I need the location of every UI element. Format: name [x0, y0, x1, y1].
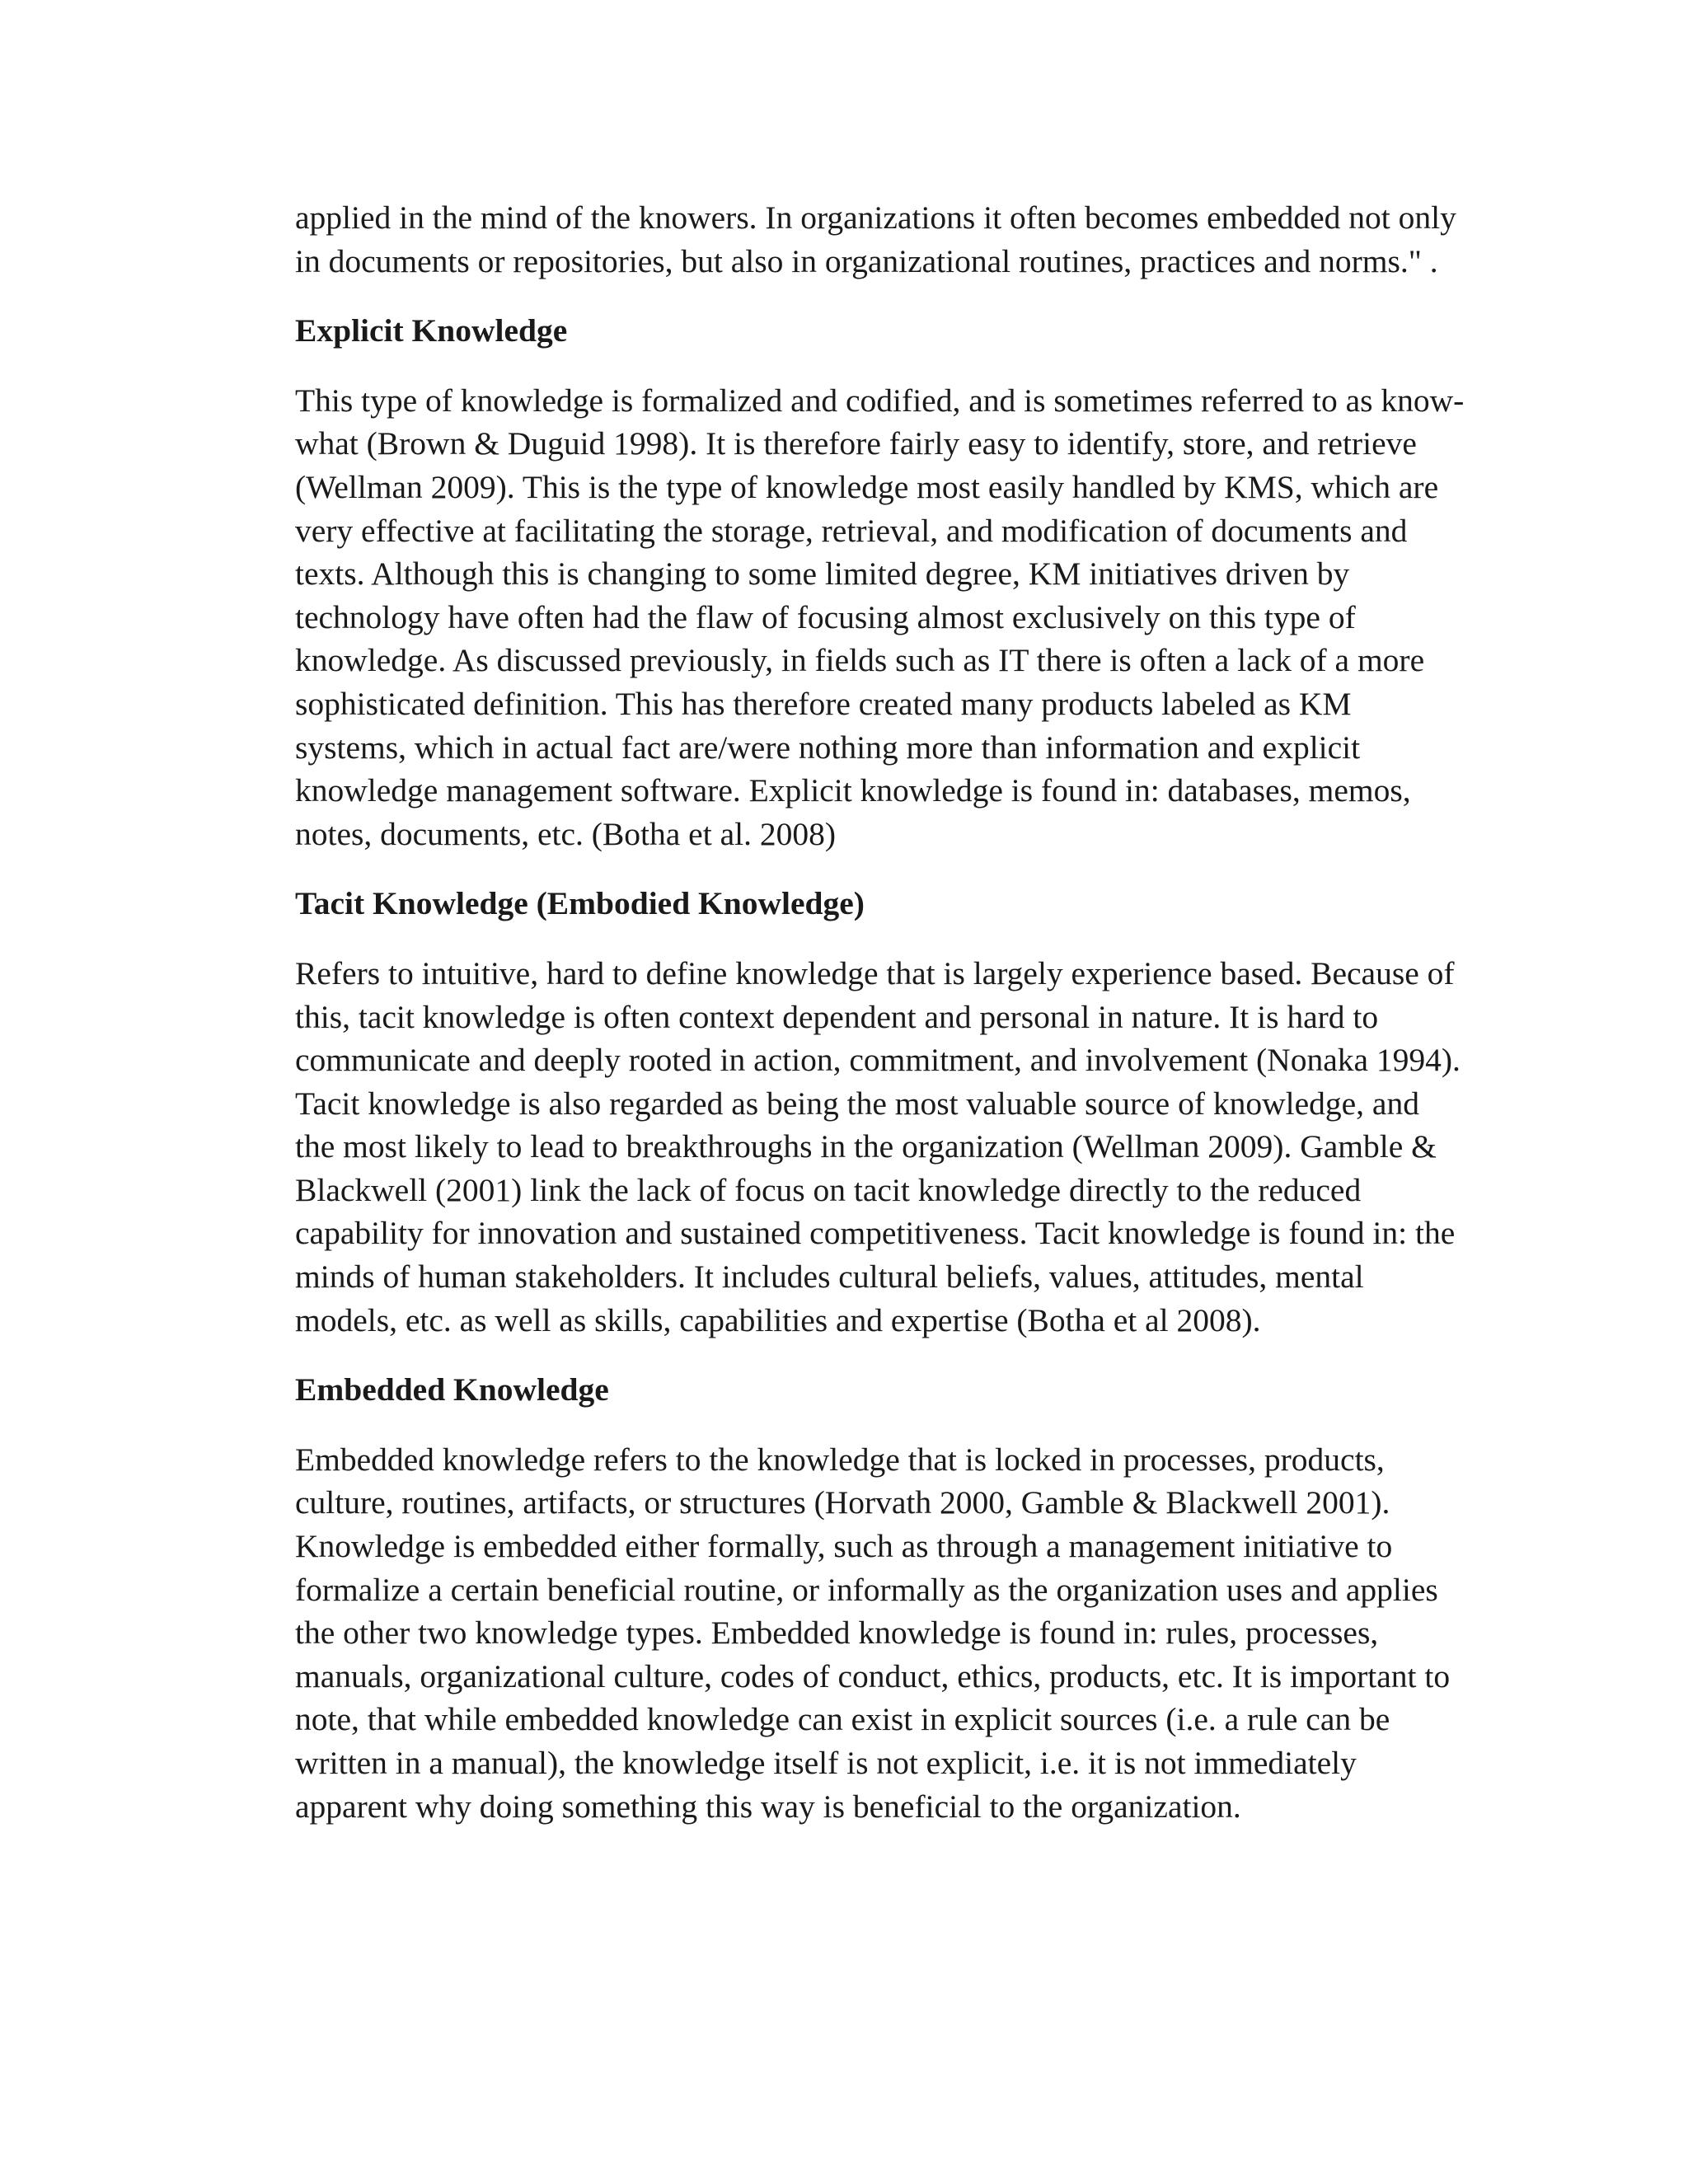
paragraph-line: sophisticated definition. This has therefore created many products labeled as KM [295, 685, 1352, 722]
paragraph-line: Knowledge is embedded either formally, such as through a management initiative to [295, 1528, 1393, 1565]
paragraph-line: note, that while embedded knowledge can exist in explicit sources (i.e. a rule can be [295, 1701, 1390, 1738]
explicit-paragraph [295, 379, 1490, 856]
paragraph-line: notes, documents, etc. (Botha et al. 2008) [295, 815, 836, 852]
paragraph-line: Refers to intuitive, hard to define knowledge that is largely experience based. Because of [295, 954, 1455, 991]
tacit-paragraph [295, 952, 1490, 1342]
paragraph-line: This type of knowledge is formalized and codified, and is sometimes referred to as know- [295, 382, 1465, 419]
paragraph-line: applied in the mind of the knowers. In organizations it often becomes embedded not only [295, 199, 1456, 236]
paragraph-line: texts. Although this is changing to some limited degree, KM initiatives driven by [295, 555, 1350, 593]
paragraph-line: in documents or repositories, but also in organizational routines, practices and norms." . [295, 242, 1438, 279]
paragraph-line: the other two knowledge types. Embedded knowledge is found in: rules, processes, [295, 1615, 1379, 1652]
intro-paragraph [295, 196, 1490, 283]
paragraph-line: manuals, organizational culture, codes of conduct, ethics, products, etc. It is important to [295, 1657, 1451, 1694]
section-heading-explicit: Explicit Knowledge [295, 312, 568, 349]
paragraph-line: communicate and deeply rooted in action, commitment, and involvement (Nonaka 1994). [295, 1042, 1461, 1079]
document-body [295, 196, 1490, 1828]
paragraph-line: very effective at facilitating the storage, retrieval, and modification of documents and [295, 512, 1408, 549]
paragraph-line: technology have often had the flaw of focusing almost exclusively on this type of [295, 598, 1356, 635]
paragraph-line: capability for innovation and sustained competitiveness. Tacit knowledge is found in: the [295, 1215, 1456, 1252]
paragraph-line: models, etc. as well as skills, capabilities and expertise (Botha et al 2008). [295, 1301, 1261, 1338]
paragraph-line: formalize a certain beneficial routine, or informally as the organization uses and applies [295, 1571, 1438, 1608]
paragraph-line: Tacit knowledge is also regarded as being the most valuable source of knowledge, and [295, 1085, 1419, 1122]
paragraph-line: apparent why doing something this way is beneficial to the organization. [295, 1788, 1241, 1825]
paragraph-line: knowledge management software. Explicit knowledge is found in: databases, memos, [295, 772, 1411, 809]
section-heading-embedded: Embedded Knowledge [295, 1371, 609, 1408]
paragraph-line: (Wellman 2009). This is the type of knowledge most easily handled by KMS, which are [295, 468, 1439, 505]
paragraph-line: Embedded knowledge refers to the knowledge that is locked in processes, products, [295, 1441, 1385, 1478]
paragraph-line: systems, which in actual fact are/were nothing more than information and explicit [295, 729, 1361, 766]
paragraph-line: minds of human stakeholders. It includes cultural beliefs, values, attitudes, mental [295, 1258, 1364, 1296]
paragraph-line: written in a manual), the knowledge itself is not explicit, i.e. it is not immediately [295, 1745, 1357, 1781]
paragraph-line: what (Brown & Duguid 1998). It is therefore fairly easy to identify, store, and retrieve [295, 425, 1417, 462]
section-heading-tacit: Tacit Knowledge (Embodied Knowledge) [295, 885, 865, 922]
paragraph-line: Blackwell (2001) link the lack of focus on tacit knowledge directly to the reduced [295, 1171, 1362, 1208]
paragraph-line: this, tacit knowledge is often context dependent and personal in nature. It is hard to [295, 998, 1379, 1035]
paragraph-line: knowledge. As discussed previously, in fields such as IT there is often a lack of a more [295, 642, 1425, 679]
embedded-paragraph [295, 1438, 1490, 1828]
paragraph-line: culture, routines, artifacts, or structures (Horvath 2000, Gamble & Blackwell 2001). [295, 1484, 1390, 1521]
paragraph-line: the most likely to lead to breakthroughs in the organization (Wellman 2009). Gamble & [295, 1128, 1437, 1165]
